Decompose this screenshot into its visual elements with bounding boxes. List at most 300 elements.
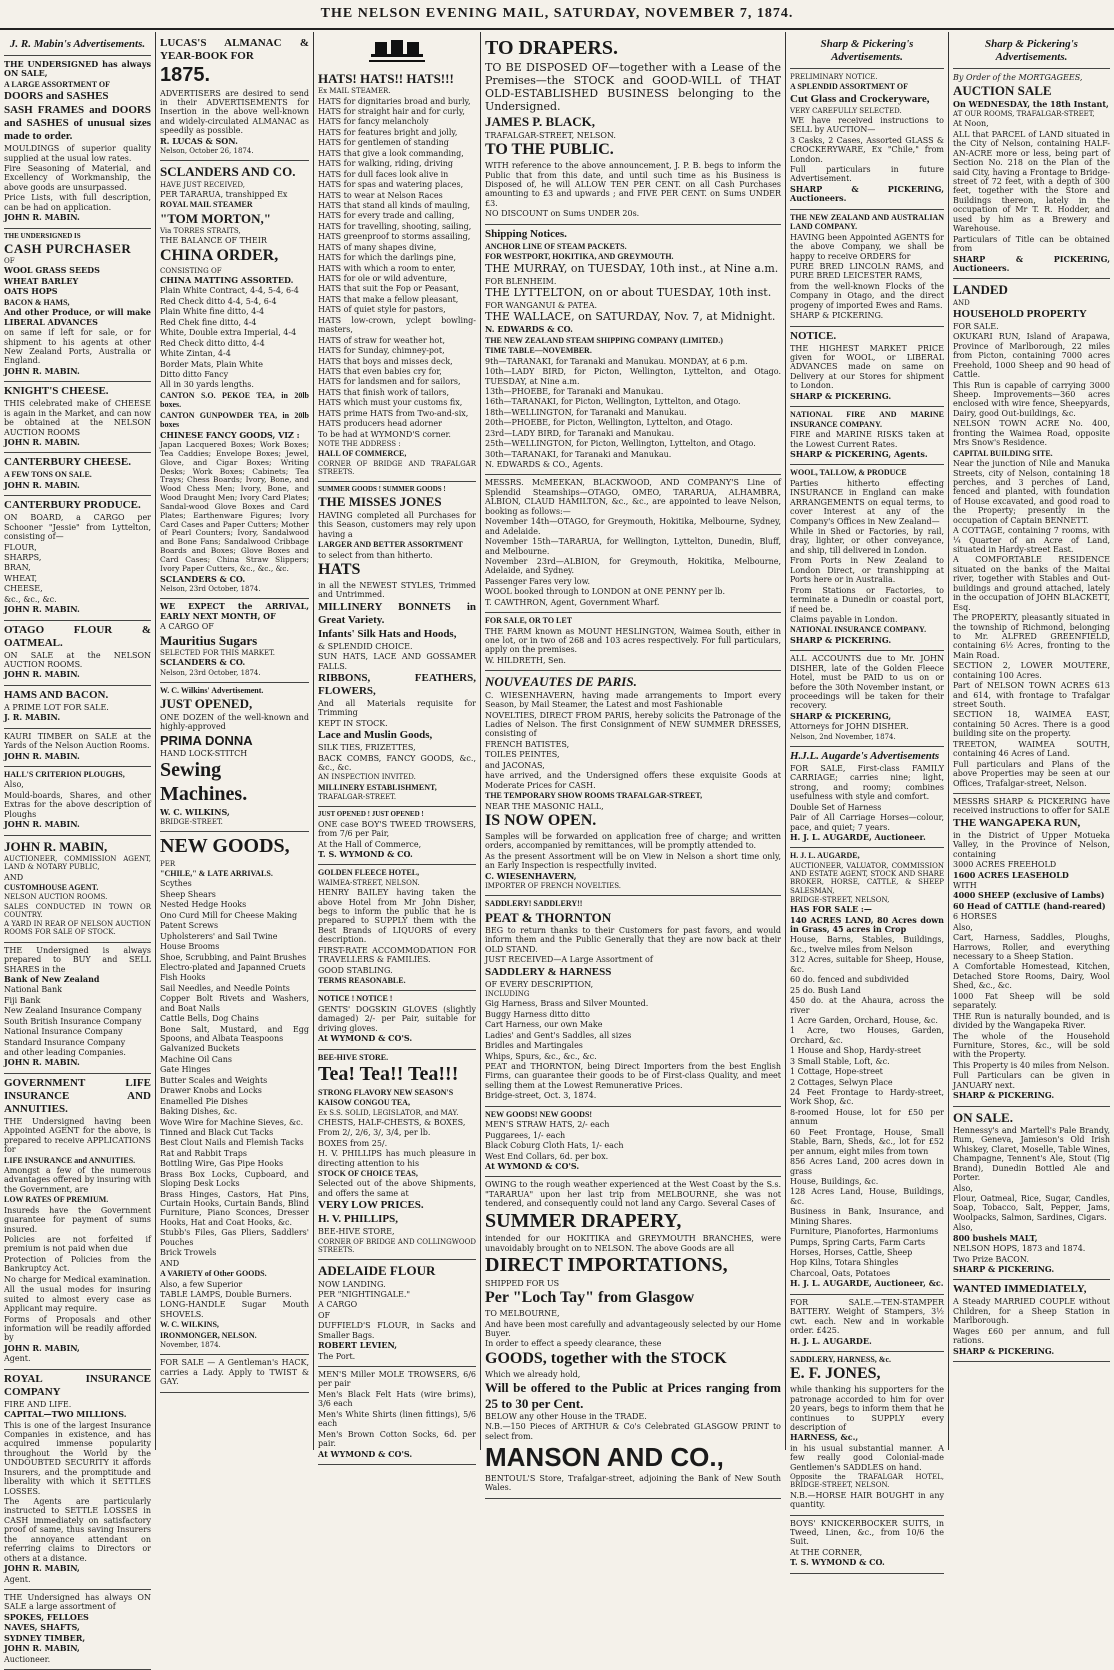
ad-line: AUCTIONEER, VALUATOR, COMMISSION AND ESTATE AGENT, STOCK AND SHARE BROKER, HORSE, CATTLE, & SHEEP SALESMAN, <box>790 861 944 895</box>
ad-line: BELOW any other House in the TRADE. <box>485 1411 647 1421</box>
ad-line: SALES CONDUCTED IN TOWN OR COUNTRY. <box>4 902 151 919</box>
ad-line: OATS HOPS <box>4 286 58 297</box>
ad-line: 25 do. Bush Land <box>790 985 861 995</box>
ad-line: At WYMOND & CO'S. <box>318 1033 413 1044</box>
ad-line: WOOL GRASS SEEDS <box>4 265 100 276</box>
ad-line: ONE case BOY'S TWEED TROWSERS, from 7/6 per Pair, <box>318 819 476 839</box>
ad-line: W. C. WILKINS, <box>160 1320 219 1330</box>
ad-line: FRENCH BATISTES, <box>485 739 570 749</box>
ad-line: Stubb's Files, Gas Pliers, Saddlers' Pouches <box>160 1228 309 1247</box>
ad-line: HENRY BAILEY having taken the above Hotel from Mr John Disher, begs to inform the public that he is prepared to SUPPLY them with the Best Brands of LIQUORS of every description. <box>318 888 476 945</box>
ad-line: NOTICE ! NOTICE ! <box>318 994 393 1004</box>
ad-line: AND <box>4 872 24 882</box>
ad-line: Auctioneer. <box>4 1654 51 1664</box>
ad-line: HATS for travelling, shooting, sailing, <box>318 221 472 231</box>
ad-line: AN INSPECTION INVITED. <box>318 773 416 782</box>
ad-line: SHARP & PICKERING. <box>790 311 884 321</box>
ad-line: CUSTOMHOUSE AGENT. <box>4 882 99 892</box>
ad-line: Full Particulars can be given in JANUARY next. <box>953 1071 1110 1090</box>
ad-line: FOR SALE, First-class FAMILY CARRIAGE; carries nine; light, strong, and roomy; combines usefulness with style and comfort. <box>790 763 944 802</box>
ad-line: NATIONAL FIRE AND MARINE INSURANCE COMPANY. <box>790 410 944 429</box>
ad-line: JOHN R. MABIN, <box>4 1342 80 1353</box>
ad-line: H.J.L. Augarde's Advertisements <box>790 750 940 762</box>
advertisement-nouv <box>485 671 781 896</box>
ad-line: By Order of the MORTGAGEES, <box>953 72 1083 82</box>
ad-line: FOR SALE, OR TO LET <box>485 616 573 626</box>
ad-line: And have been most carefully and advantageously selected by our Home Buyer. <box>485 1319 781 1338</box>
ad-line: N.B.—150 Pieces of ARTHUR & Co's Celebrated GLASGOW PRINT to select from. <box>485 1422 781 1441</box>
ad-line: W. C. Wilkins' Advertisement. <box>160 685 264 695</box>
ad-line: A PRIME LOT FOR SALE. <box>4 702 109 712</box>
ad-line: Business in Bank, Insurance, and Mining Shares. <box>790 1207 944 1226</box>
ad-line: SUMMER GOODS ! SUMMER GOODS ! <box>318 485 446 494</box>
ad-line: HATS prime HATS from Two-and-six, <box>318 408 469 418</box>
ad-line: T. S. WYMOND & CO. <box>318 848 413 859</box>
ad-line: CORNER OF BRIDGE AND TRAFALGAR STREETS. <box>318 459 476 476</box>
ad-line: TO BE DISPOSED OF—together with a Lease of the Premises—the STOCK and GOOD-WILL of THAT OLD-ESTABLISHED BUSINESS belonging to the Undersigned. <box>485 60 781 113</box>
ad-line: White, Double extra Imperial, 4-4 <box>160 328 297 338</box>
ad-line: SILK TIES, FRIZETTES, <box>318 743 416 753</box>
ad-line: South British Insurance Company <box>4 1016 142 1026</box>
ad-line: TO THE PUBLIC. <box>485 141 614 159</box>
ad-line: ON SALE at the NELSON AUCTION ROOMS. <box>4 650 151 670</box>
ad-line: Infants' Silk Hats and Hoods, <box>318 627 457 640</box>
advertisement-mckean <box>485 475 781 613</box>
ad-line: WAIMEA-STREET, NELSON. <box>318 878 420 887</box>
ad-line: HATS greenproof to storms assailing, <box>318 232 471 242</box>
ad-line: CHINESE FANCY GOODS, VIZ : <box>160 429 300 440</box>
ad-line: SHARP & PICKERING. <box>790 390 892 401</box>
ad-line: Galvanized Buckets <box>160 1044 240 1054</box>
advertisement-ad2 <box>790 210 944 327</box>
ad-line: HATS of quiet style for pastors, <box>318 305 446 315</box>
ad-line: Forms of Proposals and other information will be readily afforded by <box>4 1314 151 1343</box>
ad-line: PER "NIGHTINGALE." <box>318 1289 411 1299</box>
ad-line: H. J. L. AUGARDE, Auctioneer. <box>790 832 926 843</box>
ad-line: SHARP & PICKERING. <box>953 1090 1055 1101</box>
advertisement-ad2 <box>953 279 1110 794</box>
ad-line: Bank of New Zealand <box>4 973 100 984</box>
advertisement-ad2 <box>160 161 309 599</box>
advertisement-ad4 <box>790 407 944 465</box>
column-drapers-shipping <box>480 32 785 1493</box>
ad-line: H. J. L. AUGARDE. <box>790 1335 872 1346</box>
ad-line: WITH reference to the above announcement, J. P. B. begs to inform the Public that from this date, and until such time as his Business is Disposed of, he will ALLOW TEN PER CENT. on all Cash Purchases amounting to £3 and upwards ; and FIVE PER CENT. on Sums UNDER £3. <box>485 161 781 208</box>
ad-line: Policies are not forfeited if premium is not paid when due <box>4 1235 151 1254</box>
ad-line: From Ports in New Zealand to London Direct, or transhipping at Ports here or in Australia. <box>790 556 944 585</box>
ad-line: JOHN R. MABIN. <box>4 212 80 223</box>
ad-line: HATS for features bright and jolly, <box>318 127 458 137</box>
ad-line: SCLANDERS AND CO. <box>160 164 296 180</box>
ad-line: 60 Feet Frontage, House, Small Stable, Barn, Sheds, &c., lot for £52 per annum, eight miles from town <box>790 1127 944 1156</box>
ad-line: Men's Brown Cotton Socks, 6d. per pair. <box>318 1429 476 1449</box>
ad-line: KAURI TIMBER on SALE at the Yards of the Nelson Auction Rooms. <box>4 731 151 751</box>
ad-line: Butter Scales and Weights <box>160 1075 268 1085</box>
ad-line: Opposite the TRAFALGAR HOTEL, BRIDGE-STREET, NELSON. <box>790 1473 944 1490</box>
ad-line: HARNESS, &c., <box>790 1432 859 1443</box>
ad-line: 9th—TARANAKI, for Taranaki and Manukau. MONDAY, at 6 p.m. <box>485 356 748 366</box>
ad-line: HATS for fancy melancholy <box>318 117 429 127</box>
ad-line: HAND LOCK-STITCH <box>160 748 248 758</box>
ad-line: OTAGO FLOUR & OATMEAL. <box>4 623 151 649</box>
ad-line: H. V. PHILLIPS has much pleasure in directing attention to his <box>318 1149 476 1168</box>
ad-line: Flour, Oatmeal, Rice, Sugar, Candles, Soap, Tobacco, Salt, Pepper, Jams, Woolpacks, Salmon, Sardines, Cigars. <box>953 1193 1110 1222</box>
ad-line: THE MURRAY, on TUESDAY, 10th inst., at Nine a.m. <box>485 261 779 275</box>
ad-line: R. LUCAS & SON. <box>160 135 238 146</box>
ad-line: Will be offered to the Public at Prices ranging from 25 to 30 per Cent. <box>485 1380 781 1411</box>
ad-line: JOHN R. MABIN. <box>4 437 80 448</box>
ad-line: VERY CAREFULLY SELECTED. <box>790 106 902 115</box>
ad-line: HATS with which a room to enter, <box>318 263 456 273</box>
ad-line: The Agents are particularly instructed to SETTLE LOSSES in CASH immediately on satisfactory proof of same, thus saving Insurers the annoyance attendant on referring claims to Directors or others at a distance. <box>4 1497 151 1563</box>
ad-line: Horses, Horses, Cattle, Sheep <box>790 1248 913 1258</box>
ad-line: SECTION 2, LOWER MOUTERE, containing 100 Acres. <box>953 661 1110 680</box>
ad-line: 16th—TARANAKI, for Picton, Wellington, Lyttelton, and Otago. <box>485 397 741 407</box>
ad-line: THE UNDERSIGNED has always ON SALE, <box>4 58 151 79</box>
ad-line: SHARP & PICKERING, Auctioneers. <box>953 253 1110 273</box>
ad-line: THE Undersigned having been Appointed AGENT for the above, is prepared to receive APPLICATIONS for <box>4 1116 151 1155</box>
ad-line: To be had at WYMOND'S corner. <box>318 429 451 439</box>
ad-line: HATS to wear at Nelson Races <box>318 190 443 200</box>
ad-line: House, Barns, Stables, Buildings, &c., twelve miles from Nelson <box>790 935 944 954</box>
ad-line: Fish Hooks <box>160 973 206 983</box>
ad-line: A Comfortable Homestead, Kitchen, Detached Store Rooms, Dairy, Wool Shed, &c., &c. <box>953 962 1110 991</box>
ad-line: A Steady MARRIED COUPLE without Children, for a Sheep Station in Marlborough. <box>953 1297 1110 1326</box>
ad-line: HATS that stand all kinds of mauling, <box>318 200 470 210</box>
ad-line: HAVING completed all Purchases for this Season, customers may rely upon having a <box>318 510 476 539</box>
ad-line: Cattle Bells, Dog Chains <box>160 1014 259 1024</box>
ad-line: Particulars of Title can be obtained from <box>953 234 1110 254</box>
ad-line: While in Shed or Factories, by rail, dray, lighter, or other conveyance, and ship, till delivered in London. <box>790 527 944 555</box>
ad-line: N. EDWARDS & CO. <box>485 324 573 335</box>
ad-line: This Run is capable of carrying 3000 Sheep. Improvements—360 acres enclosed with wire fence, Sheepyards, Dairy, good Out-buildings, &c. <box>953 380 1110 418</box>
advertisement-ad14 <box>4 1590 151 1670</box>
ad-line: JOHN R. MABIN. <box>4 669 80 680</box>
ad-line: 2 Cottages, Selwyn Place <box>790 1077 893 1087</box>
ad-line: WHEAT, <box>4 573 38 583</box>
ad-line: SHARPS, <box>4 553 42 563</box>
advertisement-ad7 <box>4 686 151 729</box>
ad-line: on same if left for sale, or for shipment to his agents at other New Zealand Ports, Australia or England. <box>4 328 151 366</box>
ad-line: Plain White fine ditto, 4-4 <box>160 307 265 317</box>
ad-line: CANTON GUNPOWDER TEA, in 20lb boxes <box>160 410 309 430</box>
ad-line: THE Undersigned has always ON SALE a large assortment of <box>4 1592 151 1612</box>
ad-line: Bridles and Martingales <box>485 1041 583 1051</box>
ad-line: 23rd—LADY BIRD, for Taranaki and Manukau. <box>485 428 674 438</box>
ad-line: OF <box>4 257 15 266</box>
ad-line: TRAFALGAR-STREET, NELSON. <box>485 130 616 140</box>
ad-line: CHINA MATTING ASSORTED. <box>160 275 294 285</box>
advertisement-ad1 <box>160 34 309 161</box>
ad-line: ROBERT LEVIEN, <box>318 1340 398 1351</box>
ad-line: At THE CORNER, <box>790 1547 863 1557</box>
ad-line: THE LYTTELTON, on or about TUESDAY, 10th inst. <box>485 285 772 299</box>
ad-line: Plain White Contract, 4-4, 5-4, 6-4 <box>160 286 299 296</box>
ad-line: to select from than hitherto. <box>318 550 433 560</box>
ad-line: Attorneys for JOHN DISHER. <box>790 722 909 732</box>
ad-line: 10th—LADY BIRD, for Picton, Wellington, Lyttelton, and Otago. TUESDAY, at Nine a.m. <box>485 367 781 386</box>
ad-line: Border Mats, Plain White <box>160 359 263 369</box>
ad-line: THE Run is naturally bounded, and is divided by the Wangapeka River. <box>953 1011 1110 1031</box>
ad-line: THE NEW ZEALAND AND AUSTRALIAN LAND COMPANY. <box>790 212 944 232</box>
ad-line: 1 Acre Garden, Orchard, House, &c. <box>790 1015 938 1025</box>
ad-line: Ladies' and Gent's Saddles, all sizes <box>485 1030 632 1040</box>
ad-line: Samples will be forwarded on application free of charge; and written orders, accompanied by remittances, will be promptly attended to. <box>485 831 781 851</box>
ad-line: AND <box>953 298 970 307</box>
ad-line: HAS FOR SALE :— <box>790 904 872 915</box>
ad-line: GOOD STABLING. <box>318 965 393 975</box>
ad-line: Also, <box>953 1183 973 1193</box>
ad-line: INCLUDING <box>485 990 530 999</box>
ad-line: Pair of All Carriage Horses—colour, pace, and quiet; 7 years. <box>790 813 944 832</box>
ad-line: BEE-HIVE STORE. <box>318 1052 389 1062</box>
ad-line: T. S. WYMOND & CO. <box>790 1557 885 1568</box>
advertisement-ad3 <box>4 382 151 453</box>
ad-line: 60 Head of CATTLE (hand-reared) <box>953 900 1106 911</box>
ad-line: IRONMONGER, NELSON. <box>160 1330 257 1340</box>
ad-line: Also, <box>4 780 24 790</box>
ad-line: in his usual substantial manner. A few really good Colonial-made Gentlemen's SADDLES on hand. <box>790 1443 944 1472</box>
ad-line: SYDNEY TIMBER, <box>4 1632 86 1643</box>
ad-line: TO DRAPERS. <box>485 37 618 59</box>
ad-line: HATS for ole or wild adventure, <box>318 274 448 284</box>
ad-line: BEE-HIVE STORE, <box>318 1227 395 1237</box>
advertisement-ad6 <box>4 621 151 686</box>
ad-line: WOOL booked through to LONDON at ONE PENNY per lb. <box>485 587 726 597</box>
ad-line: At the Hall of Commerce, <box>318 839 422 849</box>
ad-line: NATIONAL INSURANCE COMPANY. <box>790 625 927 635</box>
ad-line: Rat and Rabbit Traps <box>160 1148 248 1158</box>
ad-line: JUST OPENED ! JUST OPENED ! <box>318 810 424 819</box>
ad-line: A FEW TONS ON SALE. <box>4 470 92 480</box>
advertisement-ad4 <box>953 1107 1110 1281</box>
ad-line: Hop Kilns, Totara Shingles <box>790 1258 899 1268</box>
ad-line: Agent. <box>4 1354 31 1364</box>
ad-line: Bridge-street, Oct. 3, 1874. <box>485 1091 597 1101</box>
ad-line: 24 Feet Frontage to Hardy-street, Work Shop, &c. <box>790 1088 944 1107</box>
ad-line: NELSON AUCTION ROOMS. <box>4 893 108 902</box>
ad-line: BEG to return thanks to their Customers for past favors, and would inform them and the Public Generally that they are now back at their OLD STAND. <box>485 926 781 954</box>
ad-line: HALL OF COMMERCE, <box>318 449 407 459</box>
ad-line: TREETON, WAIMEA SOUTH, containing 46 Acres of Land. <box>953 739 1110 759</box>
ad-line: And other Produce, or will make LIBERAL ADVANCES <box>4 307 151 327</box>
masthead <box>0 0 1114 30</box>
ad-line: Brass Box Locks, Cupboard, and Sloping Desk Locks <box>160 1169 309 1189</box>
ad-line: Furniture, Pianofortes, Harmoniums <box>790 1227 939 1237</box>
ad-line: SHARP & PICKERING, <box>790 710 892 721</box>
ad-line: HATS for landsmen and for sailors, <box>318 377 461 387</box>
ad-line: Also, a few Superior <box>160 1279 243 1289</box>
ad-line: SECTION 18, WAIMEA EAST, containing 50 Acres. There is a good building site on the property. <box>953 710 1110 739</box>
ad-line: FOR SALE — A Gentleman's HACK, carries a Lady. Apply to TWIST & GAY. <box>160 1358 309 1387</box>
ad-line: JOHN R. MABIN. <box>4 604 80 615</box>
ad-line: Near the junction of Nile and Manuka Streets, city of Nelson, containing 18 perches, and 3 perches of Land, fenced and planted, with foundation of House excavated, and good road to the Property; presently in the occupation of Captain BENNETT. <box>953 459 1110 525</box>
ad-line: Japan Lacquered Boxes; Work Boxes; Tea Caddies; Envelope Boxes; Jewel, Glove, and Cigar Boxes; Writing Desks; Work Boxes; Cabinets; Tea Trays; Chess Boards; Ivory, Bone, and Wood Chess Men; Ivory, Bone, and Wood Draught Men; Ivory Card Plates; Sandal-wood Glove Boxes and Card Plates; Earthenware Figures; Ivory Card Cases and Paper Cutters; Mother of Pearl Counters; Ivory, Sandalwood and Bone Fans; Sandalwood Cribbage Boards and Boxes; Glove Boxes and Card Cases; China Straw Slippers; Ivory Paper Cutters, &c., &c., &c. <box>160 440 309 573</box>
ad-line: IMPORTER OF FRENCH NOVELTIES. <box>485 882 621 890</box>
ad-line: GOVERNMENT LIFE INSURANCE AND ANNUITIES. <box>4 1076 151 1115</box>
ad-line: Enamelled Pie Dishes <box>160 1096 248 1106</box>
ad-line: SHARP & PICKERING. <box>953 1345 1055 1356</box>
ad-line: SHARP & PICKERING. <box>790 634 892 645</box>
ad-line: LANDED <box>953 282 1008 298</box>
ad-line: BACK COMBS, FANCY GOODS, &c., &c., &c. <box>318 753 476 773</box>
ad-line: THE Undersigned is always prepared to BUY and SELL SHARES in the <box>4 945 151 974</box>
advertisement-ad5 <box>318 991 476 1049</box>
ad-line: Lace and Muslin Goods, <box>318 729 433 742</box>
ad-line: A CARGO OF <box>160 622 214 632</box>
advertisement-ad6 <box>790 651 944 747</box>
ad-line: OF <box>318 1310 331 1320</box>
ad-line: CAPITAL BUILDING SITE. <box>953 448 1053 458</box>
ad-line: have arrived, and the Undersigned offers these exquisite Goods at Moderate Prices for CASH. <box>485 771 781 790</box>
ad-line: Sewing Machines. <box>160 759 248 805</box>
ad-line: THE UNDERSIGNED IS <box>4 231 81 240</box>
ad-line: Nelson, 23rd October, 1874. <box>160 668 261 677</box>
column-sharp-pickering-1 <box>785 32 948 1568</box>
ad-line: 4000 SHEEP (exclusive of Lambs) <box>953 890 1105 901</box>
ad-line: H. V. PHILLIPS, <box>318 1213 398 1226</box>
ad-line: Also, <box>953 1223 973 1233</box>
column-sclanders-wilkins <box>155 32 313 1450</box>
ad-line: NOVELTIES, DIRECT FROM PARIS, hereby solicits the Patronage of the Ladies of Nelson. The first Consignment of NEW SUMMER DRESSES, consisting of <box>485 710 781 739</box>
ad-line: New Zealand Insurance Company <box>4 1006 142 1016</box>
advertisement-ad1 <box>790 70 944 210</box>
ad-line: CORNER OF BRIDGE AND COLLINGWOOD STREETS. <box>318 1237 476 1254</box>
advertisement-ad6 <box>160 1355 309 1392</box>
ad-line: ROYAL MAIL STEAMER <box>160 200 253 210</box>
ad-line: HATS which must your customs fix, <box>318 398 463 408</box>
ad-line: And all Materials requisite for Trimming <box>318 698 476 718</box>
ad-line: SUMMER DRAPERY, <box>485 1209 682 1232</box>
ad-line: November, 1874. <box>160 1341 221 1350</box>
ad-line: PEAT & THORNTON <box>485 909 612 925</box>
ad-line: HATS for gentlemen of standing <box>318 138 449 148</box>
ad-line: 128 Acres Land, House, Buildings, &c. <box>790 1187 944 1206</box>
ad-line: NELSON HOPS, 1873 and 1874. <box>953 1244 1086 1254</box>
ad-line: GENTS' DOGSKIN GLOVES (slightly damaged) 2/- per Pair, suitable for driving gloves. <box>318 1004 476 1033</box>
ad-line: &c., &c., &c. <box>4 594 57 604</box>
ad-line: 25th—WELLINGTON, for Picton, Wellington, Lyttelton, and Otago. <box>485 439 756 449</box>
ad-line: HATS that boys and misses deck, <box>318 356 453 366</box>
column-header: Sharp & Pickering's Advertisements. <box>953 35 1110 69</box>
ad-line: THE WALLACE, on SATURDAY, Nov. 7, at Midnight. <box>485 310 776 324</box>
advertisement-ad4 <box>4 453 151 496</box>
ad-line: SADDLERY, HARNESS, &c. <box>790 1354 891 1364</box>
ad-line: JOHN R. MABIN. <box>4 365 80 376</box>
ad-line: JOHN R. MABIN. <box>4 750 80 761</box>
ad-line: MESSRS. McMEEKAN, BLACKWOOD, AND COMPANY'S Line of Splendid Steamships—OTAGO, OMEO, TARARUA, ALHAMBRA, ALBION, CLAUD HAMILTON, &c., &c., are appointed to leave Nelson, booking as follows:— <box>485 478 781 516</box>
ad-line: JOHN R. MABIN, <box>4 1643 80 1654</box>
ad-line: THE WANGAPEKA RUN, <box>953 816 1081 829</box>
ad-line: TRAFALGAR-STREET. <box>318 793 397 802</box>
ad-line: NOUVEAUTES DE PARIS. <box>485 674 637 690</box>
ad-line: FLOUR, <box>4 542 37 552</box>
ad-line: Scythes <box>160 879 192 889</box>
ad-line: Mauritius Sugars <box>160 632 258 648</box>
ad-line: MEN'S Miller MOLE TROWSERS, 6/6 per pair <box>318 1370 476 1389</box>
ad-line: A COMFORTABLE RESIDENCE situated on the banks of the Maitai river, together with Stables and Out-buildings and ground attached, lately in the occupation of JOHN BLACKETT, Esq. <box>953 555 1110 612</box>
advertisement-boys <box>790 1516 944 1574</box>
ad-line: Electro-plated and Japanned Cruets <box>160 962 306 972</box>
ad-line: A CARGO <box>318 1300 358 1310</box>
ad-line: VERY LOW PRICES. <box>318 1199 424 1212</box>
ad-line: From Stations or Factories, to terminate a Dunedin or coastal port, if need be. <box>790 585 944 614</box>
ad-line: SHIPPED FOR US <box>485 1278 560 1288</box>
ad-line: Nelson, 23rd October, 1874. <box>160 585 261 594</box>
ad-line: PER <box>160 859 176 868</box>
ad-line: T. CAWTHRON, Agent, Government Wharf. <box>485 597 660 607</box>
ad-line: Tea! Tea!! Tea!!! <box>318 1063 459 1086</box>
ad-line: Mould-boards, Shares, and other Extras for the above description of Ploughs <box>4 790 151 819</box>
ad-line: Cart Harness, our own Make <box>485 1020 603 1030</box>
ad-line: 8-roomed House, lot for £50 per annum <box>790 1107 944 1127</box>
ad-line: W. HILDRETH, Sen. <box>485 655 566 665</box>
ad-line: ON BOARD, a CARGO per Schooner "Jessie" from Lyttelton, consisting of— <box>4 513 151 542</box>
advertisement-ad5 <box>4 496 151 620</box>
ad-line: No charge for Medical examination. <box>4 1274 151 1284</box>
ad-line: C. WIESENHAVERN, having made arrangements to Import every Season, by Mail Steamer, the Latest and most Fashionable <box>485 690 781 710</box>
ad-line: THE NEW ZEALAND STEAM SHIPPING COMPANY (LIMITED.) <box>485 335 723 345</box>
ad-line: Standard Insurance Company <box>4 1037 126 1047</box>
ad-line: 856 Acres Land, 200 acres down in grass <box>790 1157 944 1176</box>
ad-line: Double Set of Harness <box>790 802 882 812</box>
ad-line: WANTED IMMEDIATELY, <box>953 1283 1087 1296</box>
ad-line: Gate Hinges <box>160 1065 211 1075</box>
advertisement-ad1 <box>485 34 781 225</box>
ad-line: DUFFIELD'S FLOUR, in Sacks and Smaller Bags. <box>318 1321 476 1340</box>
ad-line: Brick Trowels <box>160 1248 217 1258</box>
ad-line: Sheep Shears <box>160 889 216 899</box>
ad-line: FOR BLENHEIM. <box>485 276 557 286</box>
ad-line: Whips, Spurs, &c., &c., &c. <box>485 1051 597 1061</box>
ad-line: Wages £60 per annum, and full rations. <box>953 1326 1110 1346</box>
ad-line: PRELIMINARY NOTICE. <box>790 72 878 81</box>
ad-line: in all the NEWEST STYLES, Trimmed and Untrimmed. <box>318 580 476 600</box>
ad-line: and JACONAS, <box>485 760 545 770</box>
ad-line: IS NOW OPEN. <box>485 811 597 829</box>
ad-line: Full particulars and Plans of the above Properties may be seen at our Offices, Trafalgar-street, Nelson. <box>953 759 1110 788</box>
ad-line: KEPT IN STOCK. <box>318 718 388 728</box>
ad-line: FOR WANGANUI & PATEA. <box>485 300 598 310</box>
ad-line: November 23rd—ALBION, for Greymouth, Hokitika, Melbourne, Adelaide, and Sydney. <box>485 556 781 576</box>
ad-line: OKUKARI RUN, Island of Arapawa, Province of Marlborough, 22 miles from Picton, containing 7000 acres Freehold, 1000 Sheep and 90 head of Cattle. <box>953 332 1110 380</box>
ad-line: JOHN R. MABIN, <box>4 1563 80 1574</box>
ad-line: 1 Acre, two Houses, Garden, Orchard, &c. <box>790 1026 944 1045</box>
ad-line: 1 House and Shop, Hardy-street <box>790 1046 921 1056</box>
ad-line: "CHILE," & LATE ARRIVALS. <box>160 869 273 879</box>
ad-line: A SPLENDID ASSORTMENT OF <box>790 82 909 92</box>
ad-line: HATS that finish work of tailors, <box>318 387 450 397</box>
ad-line: November 15th—TARARUA, for Wellington, Lyttelton, Dunedin, Bluff, and Melbourne. <box>485 537 781 556</box>
ad-line: CONSISTING OF <box>160 266 222 275</box>
ad-line: CANTERBURY PRODUCE. <box>4 499 141 512</box>
ad-line: STOCK OF CHOICE TEAS, <box>318 1169 418 1178</box>
ad-line: SHARP & PICKERING, Auctioneers. <box>790 183 944 204</box>
ad-line: 450 do. at the Ahaura, across the river <box>790 996 944 1015</box>
advertisement-ad11 <box>4 943 151 1074</box>
advertisement-ad5 <box>790 465 944 651</box>
advertisement-ad13 <box>4 1370 151 1590</box>
ad-line: J. R. MABIN. <box>4 712 61 723</box>
ad-line: SPOKES, FELLOES <box>4 1611 89 1622</box>
ad-line: WE have received instructions to SELL by AUCTION— <box>790 115 944 135</box>
ad-line: LARGER AND BETTER ASSORTMENT <box>318 540 463 550</box>
ad-line: 1000 Fat Sheep will be sold separately. <box>953 991 1110 1011</box>
ad-line: Drawer Knobs and Locks <box>160 1086 262 1096</box>
ad-line: NEAR THE MASONIC HALL, <box>485 801 604 811</box>
ad-line: WOOL, TALLOW, & PRODUCE <box>790 468 907 478</box>
ad-line: from the well-known Flocks of the Company in Otago, and the direct progeny of imported Ewes and Rams. <box>790 281 944 310</box>
